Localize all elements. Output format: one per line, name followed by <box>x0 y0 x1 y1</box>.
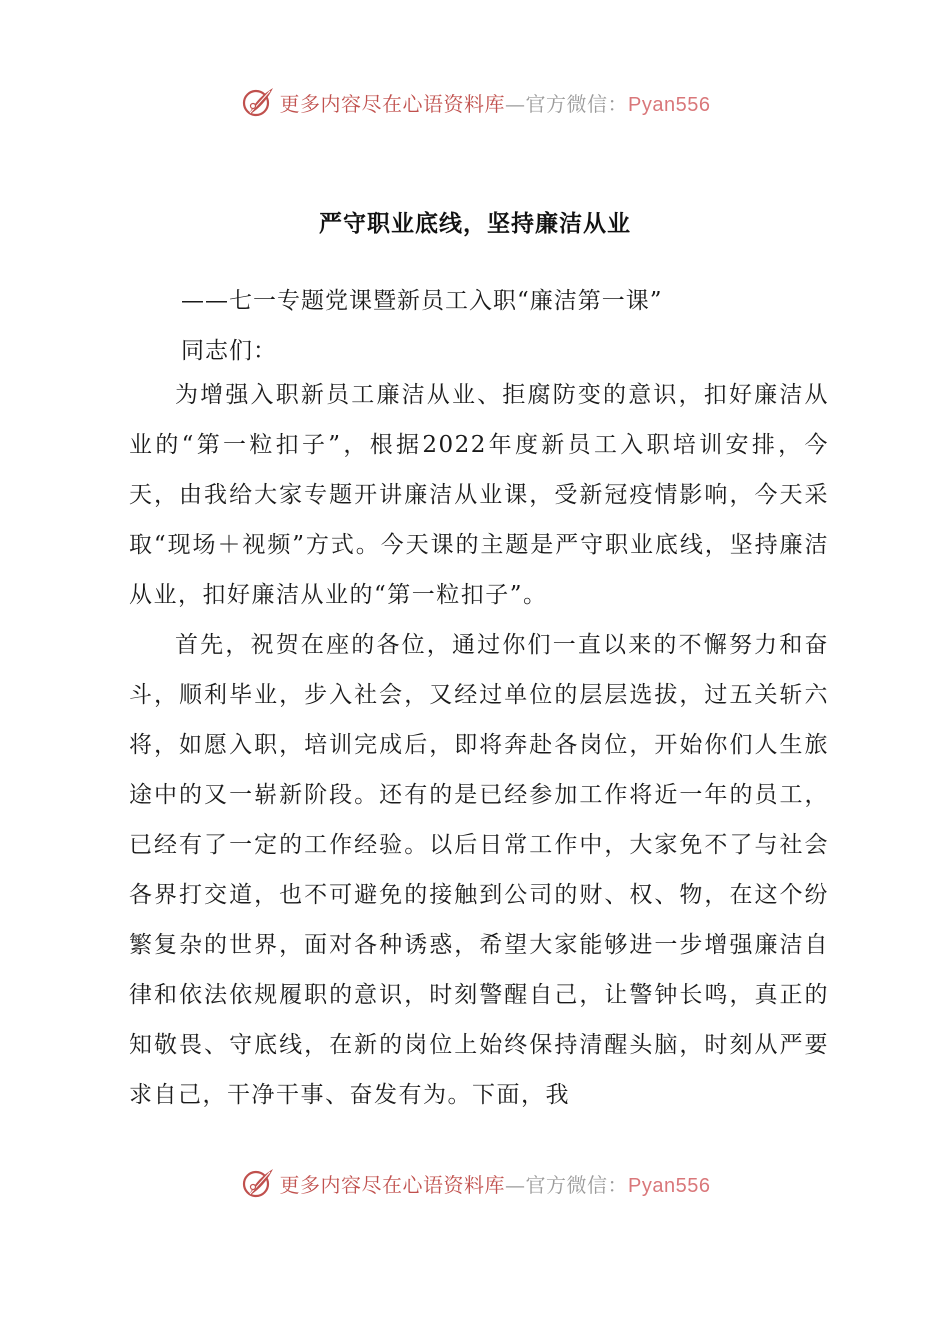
quill-pen-logo-icon <box>240 84 276 120</box>
quill-pen-logo-icon <box>240 1165 276 1201</box>
document-title: 严守职业底线，坚持廉洁从业 <box>319 211 631 237</box>
banner-text <box>280 88 711 117</box>
banner-wechat-label: 官方微信： <box>525 1172 629 1197</box>
header-banner <box>0 82 950 122</box>
banner-promo-text: 更多内容尽在心语资料库 <box>279 91 506 116</box>
banner-separator: — <box>505 1172 526 1197</box>
salutation: 同志们： <box>181 338 277 364</box>
banner-separator: — <box>505 91 526 116</box>
banner-wechat-id: Pyan556 <box>628 93 711 116</box>
paragraph: 为增强入职新员工廉洁从业、拒腐防变的意识，扣好廉洁从业的“第一粒扣子”，根据2022年度新员工入职培训安排，今天，由我给大家专题开讲廉洁从业课，受新冠疫情影响，今天采取“现场＋视频”方式。今天课的主题是严守职业底线，坚持廉洁从业，扣好廉洁从业的“第一粒扣子”。 <box>129 382 829 608</box>
paragraph: 首先，祝贺在座的各位，通过你们一直以来的不懈努力和奋斗，顺利毕业，步入社会，又经过单位的层层选拔，过五关斩六将，如愿入职，培训完成后，即将奔赴各岗位，开始你们人生旅途中的又一崭新阶段。还有的是已经参加工作将近一年的员工，已经有了一定的工作经验。以后日常工作中，大家免不了与社会各界打交道，也不可避免的接触到公司的财、权、物，在这个纷繁复杂的世界，面对各种诱惑，希望大家能够进一步增强廉洁自律和依法依规履职的意识，时刻警醒自己，让警钟长鸣，真正的知敬畏、守底线，在新的岗位上始终保持清醒头脑，时刻从严要求自己，干净干事、奋发有为。下面，我 <box>129 632 829 1108</box>
banner-wechat-id: Pyan556 <box>628 1174 711 1197</box>
banner-text <box>280 1169 711 1198</box>
footer-banner <box>0 1163 950 1203</box>
document-body <box>129 370 829 1120</box>
banner-wechat-label: 官方微信： <box>525 91 629 116</box>
document-subtitle: ——七一专题党课暨新员工入职“廉洁第一课” <box>181 288 663 314</box>
banner-promo-text: 更多内容尽在心语资料库 <box>279 1172 506 1197</box>
